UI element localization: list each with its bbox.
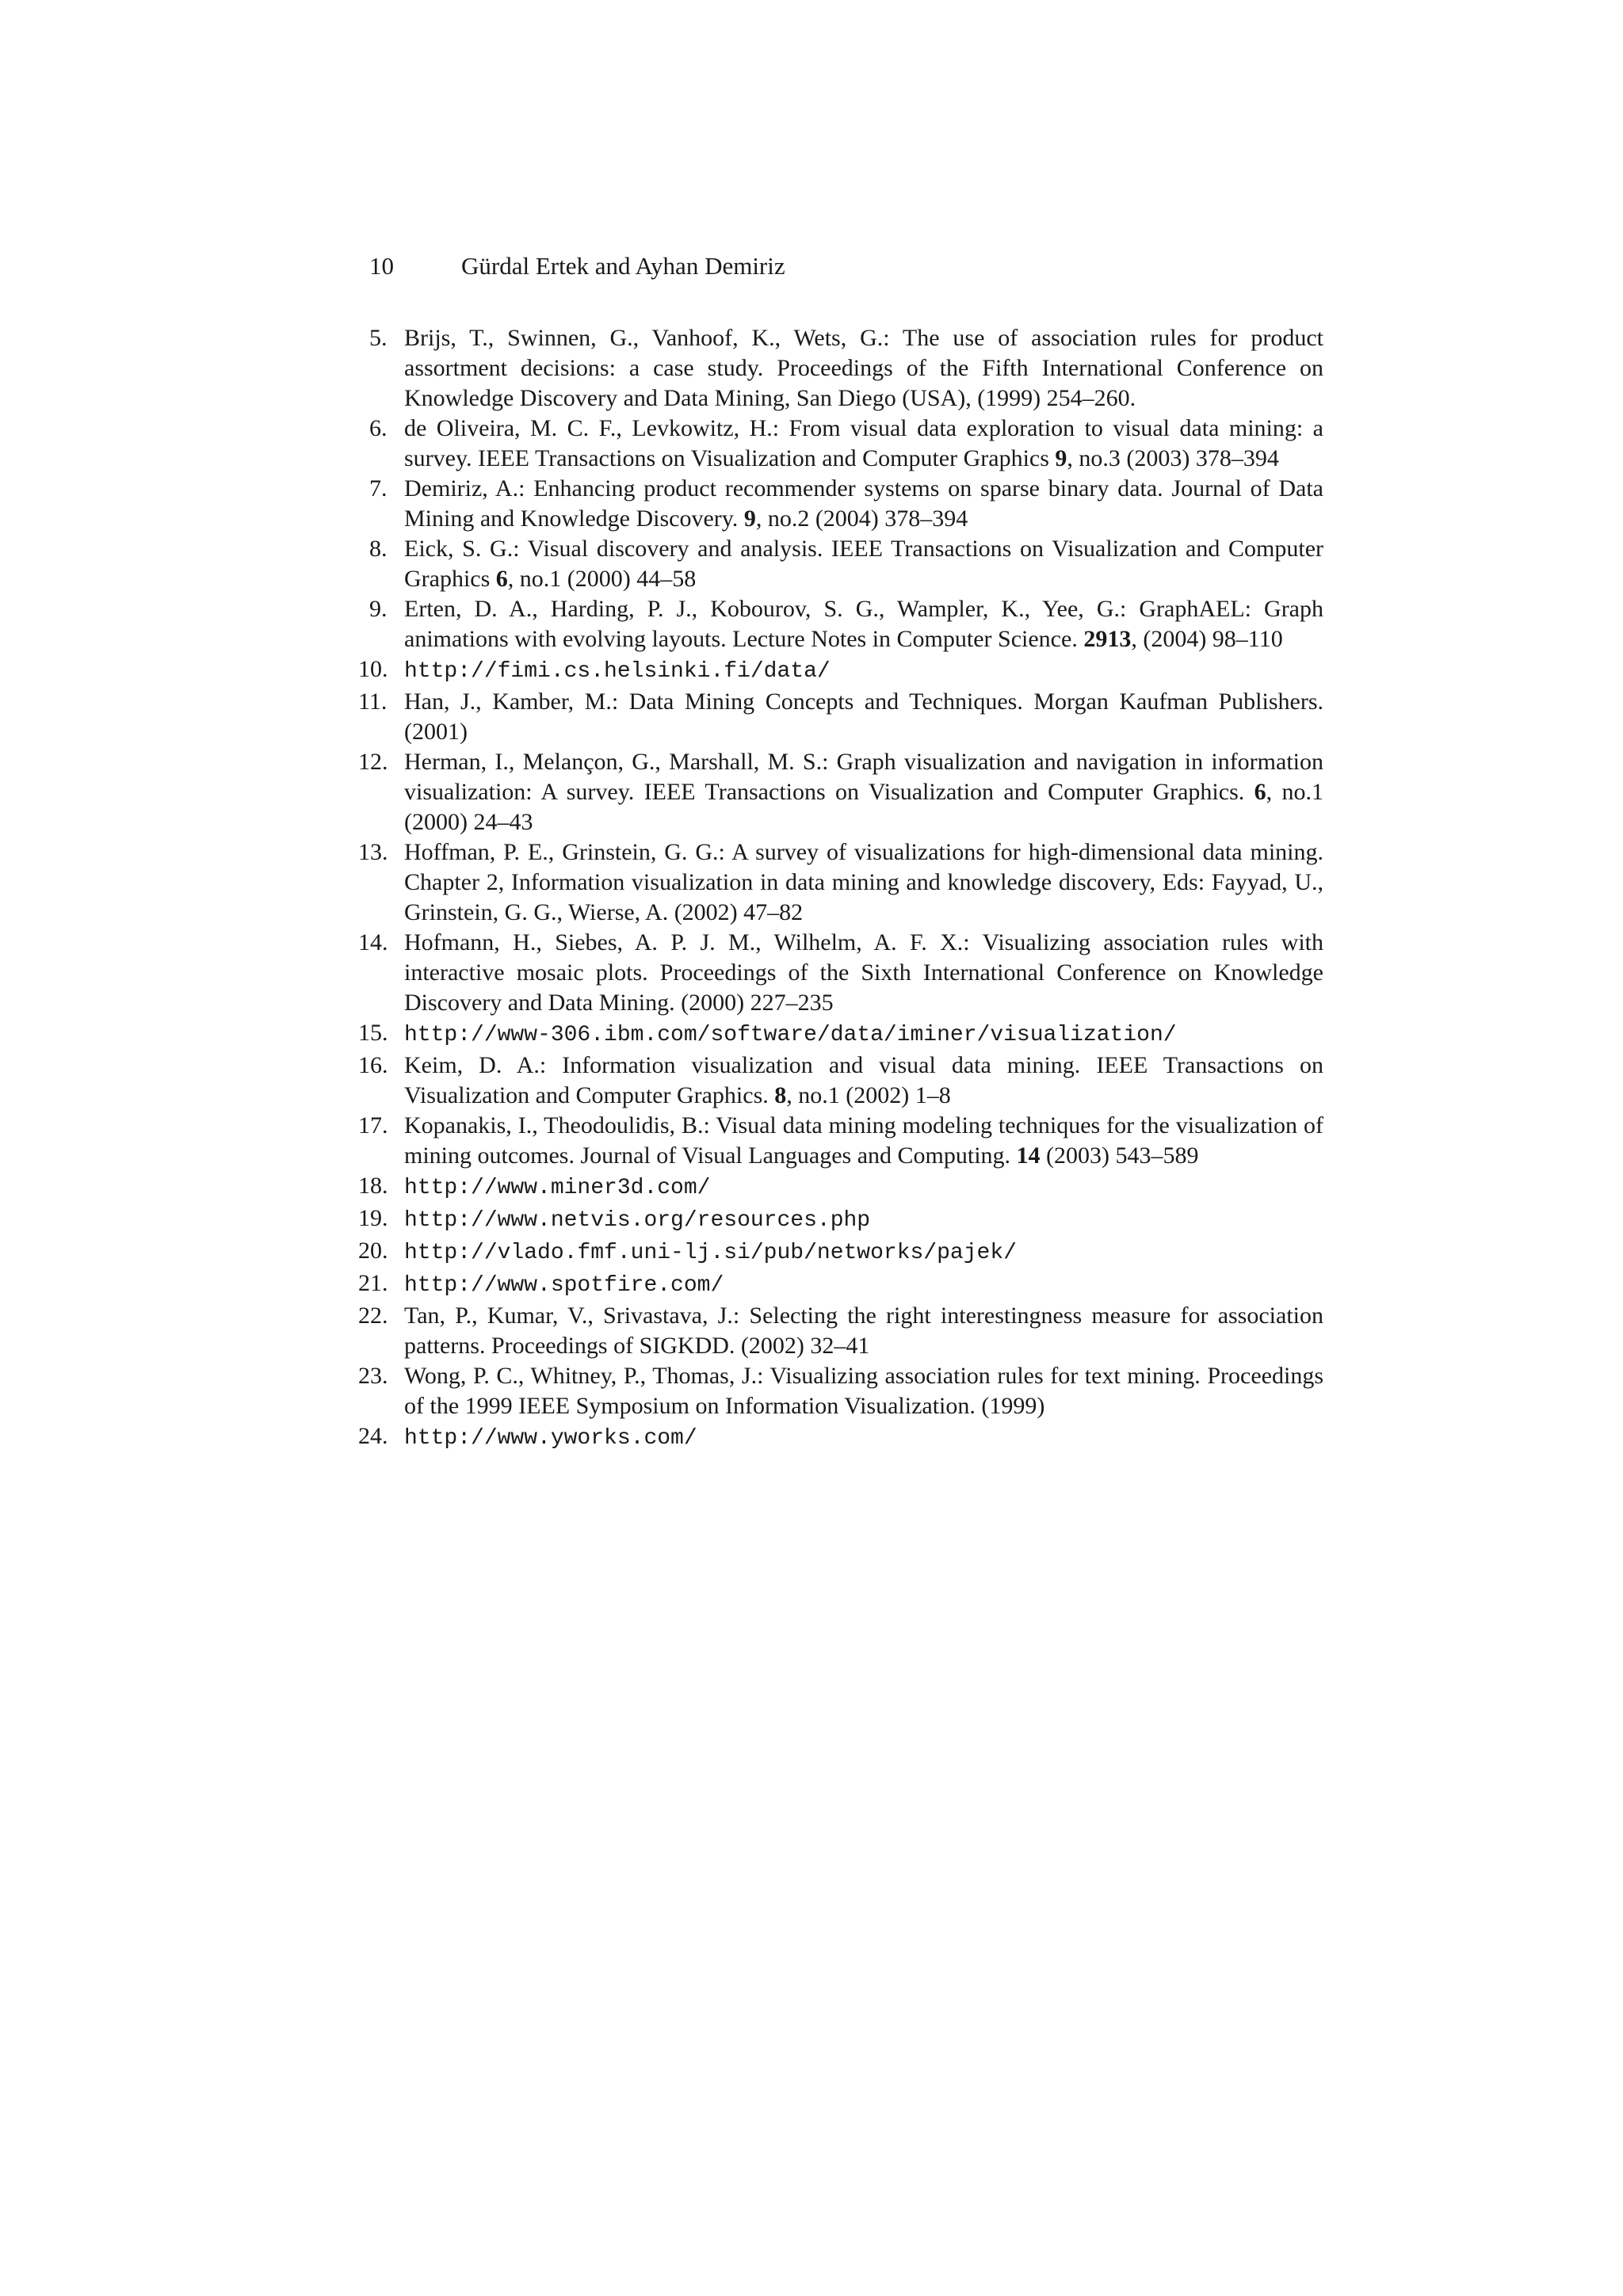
reference-segment: Tan, P., Kumar, V., Srivastava, J.: Selecting the right interestingness measure for association patterns. Proceedings of SIGKDD. (2002) 32–41 [404, 1302, 1323, 1359]
volume-number: 8 [774, 1082, 787, 1108]
reference-number: 9. [369, 596, 388, 622]
reference-text [404, 1020, 1177, 1046]
reference-list [358, 323, 1323, 1454]
reference-text [404, 536, 1323, 592]
reference-segment: (2003) 543–589 [1040, 1142, 1199, 1169]
reference-segment: Hoffman, P. E., Grinstein, G. G.: A survey of visualizations for high-dimensional data mining. Chapter 2, Information visualization in data mining and knowledge discovery, Eds: Fayyad, U., Grinstein, G. G., Wierse, A. (2002) 47–82 [404, 839, 1323, 925]
reference-item [358, 1268, 1323, 1301]
reference-text [404, 749, 1323, 835]
reference-segment: Demiriz, A.: Enhancing product recommender systems on sparse binary data. Journal of Data Mining and Knowledge Discovery. [404, 475, 1323, 532]
reference-text [404, 1423, 697, 1449]
reference-number: 15. [358, 1020, 388, 1046]
reference-segment: , no.2 (2004) 378–394 [755, 505, 968, 532]
reference-text [404, 1270, 724, 1296]
reference-text [404, 839, 1323, 925]
reference-url: http://www-306.ibm.com/software/data/iminer/visualization/ [404, 1023, 1177, 1047]
reference-text [404, 1363, 1323, 1419]
reference-item [358, 747, 1323, 837]
reference-number: 12. [358, 749, 388, 775]
page-header [369, 252, 785, 280]
reference-item [358, 1051, 1323, 1111]
reference-segment: Brijs, T., Swinnen, G., Vanhoof, K., Wets, G.: The use of association rules for product assortment decisions: a case study. Proceedings of the Fifth International Conference on Knowledge Discovery and Data Mining, San Diego (USA), (1999) 254–260. [404, 325, 1323, 411]
reference-item [358, 687, 1323, 747]
reference-segment: , no.1 (2002) 1–8 [786, 1082, 951, 1108]
volume-number: 6 [1254, 779, 1266, 805]
reference-segment: Han, J., Kamber, M.: Data Mining Concepts and Techniques. Morgan Kaufman Publishers. (2001) [404, 688, 1323, 745]
reference-text [404, 656, 831, 682]
reference-text [404, 415, 1323, 471]
reference-number: 11. [358, 688, 388, 715]
reference-segment: Eick, S. G.: Visual discovery and analysis. IEEE Transactions on Visualization and Computer Graphics [404, 536, 1323, 592]
reference-number: 21. [358, 1270, 388, 1296]
reference-text [404, 475, 1323, 532]
reference-item [369, 534, 1323, 594]
reference-number: 10. [358, 656, 388, 682]
reference-number: 18. [358, 1173, 388, 1199]
volume-number: 14 [1016, 1142, 1041, 1169]
reference-item [369, 414, 1323, 474]
reference-item [358, 928, 1323, 1018]
reference-segment: Wong, P. C., Whitney, P., Thomas, J.: Visualizing association rules for text mining. Proceedings of the 1999 IEEE Symposium on Information Visualization. (1999) [404, 1363, 1323, 1419]
reference-item [358, 1203, 1323, 1236]
reference-text [404, 596, 1323, 652]
reference-text [404, 1173, 710, 1199]
reference-text [404, 1112, 1323, 1169]
volume-number: 9 [1055, 445, 1067, 471]
volume-number: 6 [495, 566, 508, 592]
reference-item [369, 594, 1323, 654]
reference-segment: Erten, D. A., Harding, P. J., Kobourov, S. G., Wampler, K., Yee, G.: GraphAEL: Graph animations with evolving layouts. Lecture Notes in Computer Science. [404, 596, 1323, 652]
reference-number: 19. [358, 1205, 388, 1231]
reference-item [358, 1171, 1323, 1203]
reference-number: 5. [369, 325, 388, 351]
reference-number: 22. [358, 1302, 388, 1329]
reference-item [358, 837, 1323, 928]
reference-item [358, 1111, 1323, 1171]
reference-text [404, 1302, 1323, 1359]
running-head-authors: Gürdal Ertek and Ayhan Demiriz [461, 252, 785, 280]
reference-url: http://www.spotfire.com/ [404, 1273, 724, 1298]
reference-segment: Herman, I., Melançon, G., Marshall, M. S.: Graph visualization and navigation in information visualization: A survey. IEEE Transactions on Visualization and Computer Graphics. [404, 749, 1323, 805]
reference-url: http://www.yworks.com/ [404, 1426, 697, 1451]
reference-url: http://vlado.fmf.uni-lj.si/pub/networks/pajek/ [404, 1241, 1017, 1265]
reference-number: 8. [369, 536, 388, 562]
reference-text [404, 1238, 1017, 1264]
reference-number: 6. [369, 415, 388, 441]
reference-text [404, 929, 1323, 1016]
reference-number: 20. [358, 1238, 388, 1264]
reference-item [358, 654, 1323, 687]
reference-item [358, 1421, 1323, 1454]
reference-segment: de Oliveira, M. C. F., Levkowitz, H.: From visual data exploration to visual data mining: a survey. IEEE Transactions on Visualization and Computer Graphics [404, 415, 1323, 471]
reference-segment: Hofmann, H., Siebes, A. P. J. M., Wilhelm, A. F. X.: Visualizing association rules with interactive mosaic plots. Proceedings of the Sixth International Conference on Knowledge Discovery and Data Mining. (2000) 227–235 [404, 929, 1323, 1016]
reference-number: 16. [358, 1052, 388, 1078]
volume-number: 9 [743, 505, 756, 532]
reference-number: 7. [369, 475, 388, 502]
reference-item [358, 1018, 1323, 1051]
reference-number: 13. [358, 839, 388, 865]
reference-text [404, 688, 1323, 745]
reference-item [358, 1361, 1323, 1421]
reference-text [404, 1205, 870, 1231]
reference-segment: , no.1 (2000) 44–58 [507, 566, 697, 592]
volume-number: 2913 [1083, 626, 1132, 652]
reference-item [358, 1301, 1323, 1361]
reference-number: 24. [358, 1423, 388, 1449]
reference-number: 17. [358, 1112, 388, 1138]
reference-segment: , no.3 (2003) 378–394 [1067, 445, 1279, 471]
reference-item [358, 1236, 1323, 1268]
reference-segment: Kopanakis, I., Theodoulidis, B.: Visual data mining modeling techniques for the visualization of mining outcomes. Journal of Visual Languages and Computing. [404, 1112, 1323, 1169]
reference-url: http://www.miner3d.com/ [404, 1176, 711, 1200]
reference-item [369, 323, 1323, 414]
reference-segment: , no.1 (2000) 24–43 [404, 779, 1323, 835]
reference-url: http://fimi.cs.helsinki.fi/data/ [404, 659, 831, 684]
reference-number: 14. [358, 929, 388, 955]
page-number: 10 [369, 252, 394, 280]
reference-segment: , (2004) 98–110 [1131, 626, 1283, 652]
reference-item [369, 474, 1323, 534]
reference-number: 23. [358, 1363, 388, 1389]
reference-text [404, 1052, 1323, 1108]
reference-url: http://www.netvis.org/resources.php [404, 1208, 871, 1233]
reference-text [404, 325, 1323, 411]
reference-segment: Keim, D. A.: Information visualization and visual data mining. IEEE Transactions on Visualization and Computer Graphics. [404, 1052, 1323, 1108]
